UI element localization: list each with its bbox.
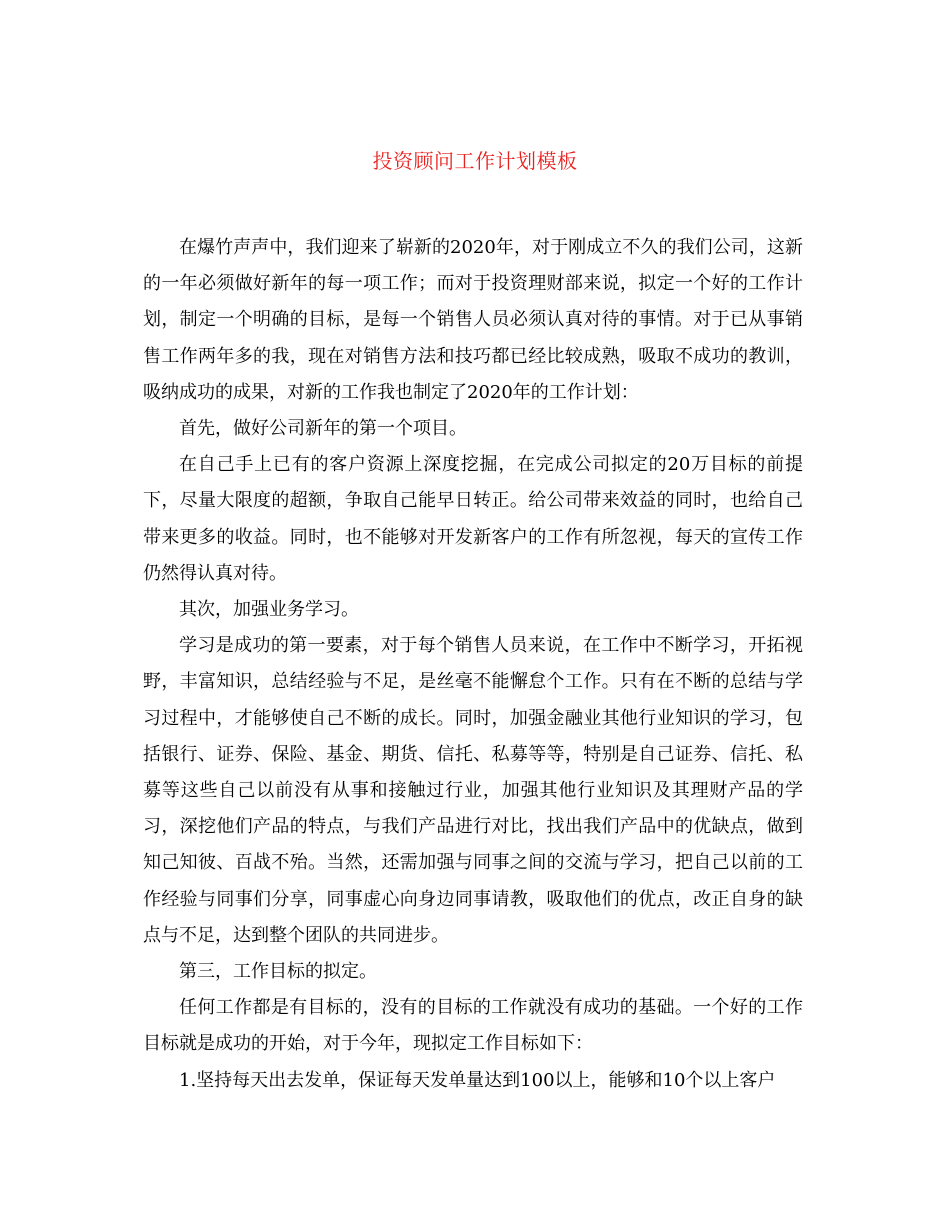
- paragraph-heading-first: 首先，做好公司新年的第一个项目。: [179, 418, 467, 440]
- paragraph-heading-second: 其次，加强业务学习。: [179, 599, 359, 621]
- paragraph-goal-item-1: 1.坚持每天出去发单，保证每天发单量达到100以上，能够和10个以上客户: [179, 1069, 776, 1091]
- document-body: [143, 230, 803, 1099]
- paragraph-third-detail: 任何工作都是有目标的，没有的目标的工作就没有成功的基础。一个好的工作目标就是成功的开始，对于今年，现拟定工作目标如下：: [143, 997, 803, 1055]
- paragraph-heading-third: 第三，工作目标的拟定。: [179, 961, 377, 983]
- paragraph-second-detail: 学习是成功的第一要素，对于每个销售人员来说，在工作中不断学习，开拓视野，丰富知识，总结经验与不足，是丝毫不能懈怠个工作。只有在不断的总结与学习过程中，才能够使自己不断的成长。同时，加强金融业其他行业知识的学习，包括银行、证券、保险、基金、期货、信托、私募等等，特别是自己证券、信托、私募等这些自己以前没有从事和接触过行业，加强其他行业知识及其理财产品的学习，深挖他们产品的特点，与我们产品进行对比，找出我们产品中的优缺点，做到知己知彼、百战不殆。当然，还需加强与同事之间的交流与学习，把自己以前的工作经验与同事们分享，同事虚心向身边同事请教，吸取他们的优点，改正自身的缺点与不足，达到整个团队的共同进步。: [143, 635, 803, 946]
- paragraph-first-detail: 在自己手上已有的客户资源上深度挖掘，在完成公司拟定的20万目标的前提下，尽量大限度的超额，争取自己能早日转正。给公司带来效益的同时，也给自己带来更多的收益。同时，也不能够对开发新客户的工作有所忽视，每天的宣传工作仍然得认真对待。: [143, 454, 803, 584]
- paragraph-intro: 在爆竹声声中，我们迎来了崭新的2020年，对于刚成立不久的我们公司，这新的一年必须做好新年的每一项工作；而对于投资理财部来说，拟定一个好的工作计划，制定一个明确的目标，是每一个销售人员必须认真对待的事情。对于已从事销售工作两年多的我，现在对销售方法和技巧都已经比较成熟，吸取不成功的教训，吸纳成功的成果，对新的工作我也制定了2020年的工作计划：: [143, 237, 803, 403]
- document-title: 投资顾问工作计划模板: [372, 149, 578, 173]
